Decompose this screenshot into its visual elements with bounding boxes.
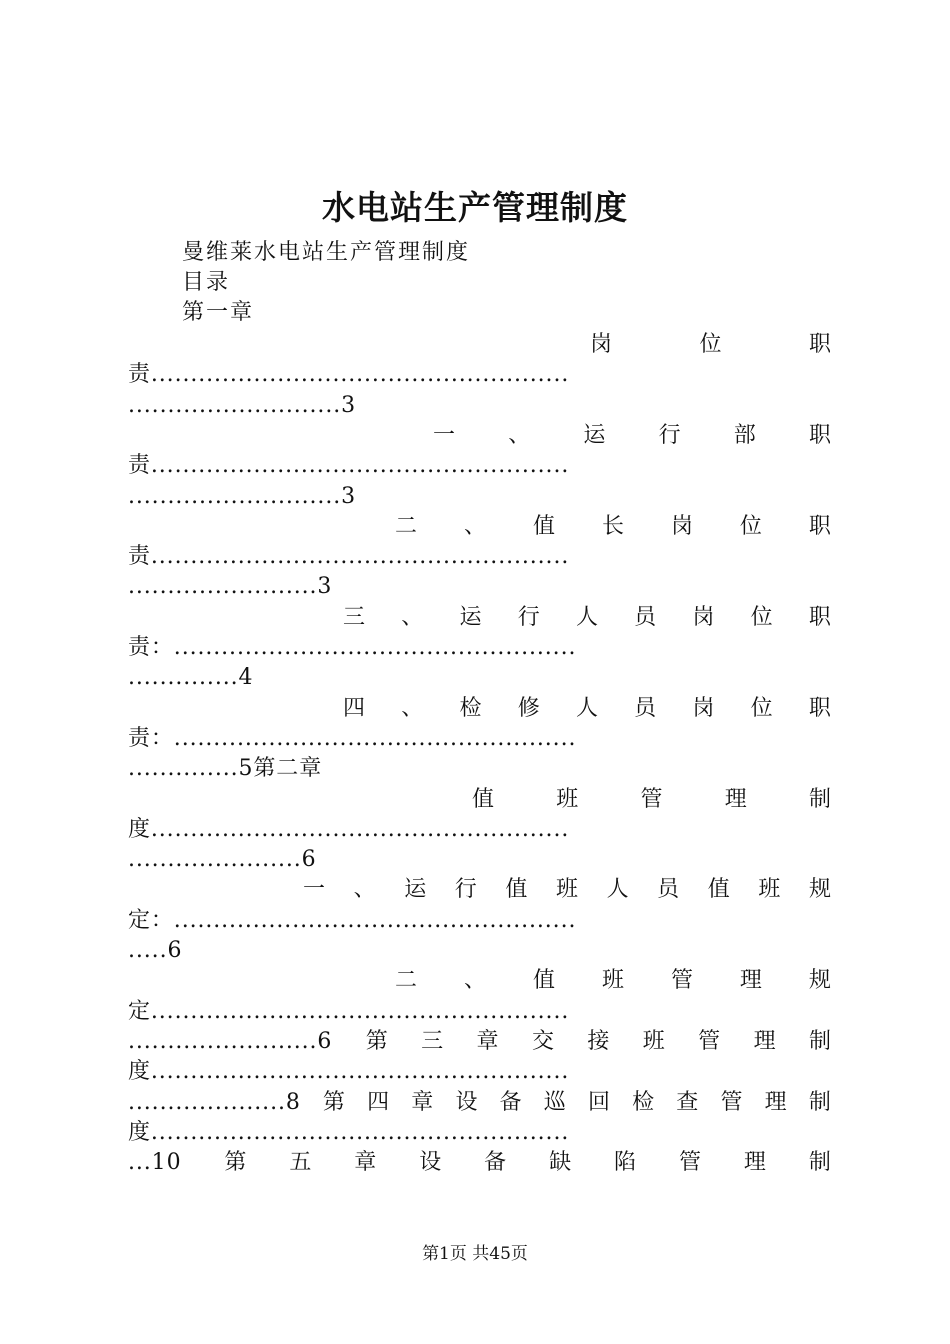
toc-row-segment: 规	[808, 968, 831, 994]
toc-row-segment: 班	[758, 877, 781, 903]
toc-row	[343, 603, 831, 633]
toc-row-segment: 职	[808, 513, 831, 539]
toc-heading: 目录	[182, 270, 231, 295]
toc-row-segment: 值	[505, 877, 528, 903]
toc-row-segment: 班	[601, 968, 624, 994]
toc-row-segment: 管	[678, 1150, 701, 1176]
toc-row-segment: 、	[463, 968, 486, 994]
toc-row	[343, 694, 831, 724]
toc-row: ......................6	[128, 847, 317, 873]
toc-row-segment: 第	[322, 1089, 345, 1115]
toc-row-segment: 第	[365, 1028, 388, 1054]
toc-row: ...........................3	[128, 392, 357, 418]
toc-row-segment: 陷	[614, 1150, 637, 1176]
toc-row: 度.....................................................	[128, 816, 570, 842]
toc-row-segment: 制	[808, 1028, 831, 1054]
toc-row-segment: 运	[404, 877, 427, 903]
toc-row-segment: 长	[601, 513, 624, 539]
toc-row: ........................3	[128, 574, 333, 600]
toc-row-segment: ....................8	[128, 1089, 301, 1115]
toc-row	[590, 330, 831, 360]
toc-row-segment: 、	[463, 513, 486, 539]
toc-row-segment: 职	[808, 332, 831, 357]
toc-row-segment: 五	[289, 1150, 312, 1176]
toc-row-segment: 三	[421, 1028, 444, 1054]
toc-row	[472, 785, 831, 815]
toc-row: ..............5第二章	[128, 756, 323, 782]
toc-row-segment: 班	[556, 786, 579, 812]
toc-row-segment: 第	[224, 1150, 247, 1176]
toc-row-segment: ........................6	[128, 1028, 333, 1054]
toc-row	[395, 966, 831, 996]
toc-row: 责：...................................................	[128, 635, 577, 660]
toc-row-segment: 职	[808, 604, 831, 630]
toc-row-segment: 一	[303, 877, 326, 903]
toc-row: ..............4	[128, 665, 254, 691]
toc-row-segment: 位	[739, 513, 762, 539]
toc-row-segment: 值	[707, 877, 730, 903]
toc-row-segment: 班	[555, 877, 578, 903]
toc-row-segment: 章	[476, 1028, 499, 1054]
toc-row-segment: 运	[459, 604, 482, 630]
toc-row-segment: 、	[401, 604, 424, 630]
toc-row-segment: 四	[367, 1089, 390, 1115]
toc-row-segment: 班	[642, 1028, 665, 1054]
toc-row-segment: 理	[753, 1028, 776, 1054]
toc-row-segment: 理	[764, 1089, 787, 1115]
toc-row-segment: 缺	[549, 1150, 572, 1176]
toc-row-segment: 人	[575, 695, 598, 721]
toc-row-segment: 值	[472, 786, 495, 812]
toc-row-segment: 部	[733, 422, 756, 448]
toc-row-segment: 检	[459, 695, 482, 721]
toc-row-segment: 回	[587, 1089, 610, 1115]
toc-row-segment: 制	[808, 1089, 831, 1115]
toc-row: 度.....................................................	[128, 1059, 570, 1085]
toc-row-segment: 位	[750, 695, 773, 721]
toc-row-segment: 管	[698, 1028, 721, 1054]
toc-row-segment: 管	[640, 786, 663, 812]
toc-row-segment: 制	[808, 786, 831, 812]
document-title: 水电站生产管理制度	[322, 188, 628, 227]
toc-row-segment: 岗	[692, 604, 715, 630]
toc-row-segment: 章	[411, 1089, 434, 1115]
toc-row-segment: 章	[354, 1150, 377, 1176]
toc-row-segment: 二	[395, 513, 418, 539]
toc-row: 责：...................................................	[128, 725, 577, 751]
toc-row: 责.....................................................	[128, 362, 570, 388]
toc-row-segment: 位	[699, 332, 722, 357]
toc-row-segment: 三	[343, 604, 366, 630]
toc-row-segment: 人	[575, 604, 598, 630]
toc-row-segment: 备	[484, 1150, 507, 1176]
toc-row-segment: 员	[634, 695, 657, 721]
toc-row-segment: 、	[353, 877, 376, 903]
toc-row-segment: 设	[455, 1089, 478, 1115]
document-subtitle: 曼维莱水电站生产管理制度	[182, 240, 471, 265]
toc-row: 定：...................................................	[128, 907, 577, 933]
toc-row-segment: 、	[508, 422, 531, 448]
toc-row-segment: 行	[658, 422, 681, 448]
toc-row-segment: 、	[401, 695, 424, 721]
toc-row: 责.....................................................	[128, 453, 570, 479]
toc-row	[128, 1148, 831, 1178]
toc-row-segment: 接	[587, 1028, 610, 1054]
toc-row	[303, 875, 831, 905]
toc-row-segment: 理	[739, 968, 762, 994]
toc-row-segment: 修	[517, 695, 540, 721]
toc-row-segment: 理	[724, 786, 747, 812]
toc-row	[128, 1027, 831, 1057]
toc-row-segment: 职	[808, 422, 831, 448]
toc-row-segment: 岗	[590, 332, 613, 357]
toc-row-segment: 职	[808, 695, 831, 721]
toc-row: 定.....................................................	[128, 998, 570, 1024]
toc-row	[395, 512, 831, 542]
toc-row-segment: 岗	[670, 513, 693, 539]
toc-row-segment: 值	[532, 513, 555, 539]
page-footer: 第1页 共45页	[422, 1244, 528, 1264]
toc-row-segment: 理	[743, 1150, 766, 1176]
toc-row-segment: 设	[419, 1150, 442, 1176]
toc-row: 责.....................................................	[128, 544, 570, 570]
chapter-1-label: 第一章	[182, 300, 255, 325]
toc-row: .....6	[128, 938, 183, 963]
toc-row: 度.....................................................	[128, 1119, 570, 1145]
toc-row-segment: 行	[517, 604, 540, 630]
toc-row-segment: 查	[676, 1089, 699, 1115]
toc-row-segment: 规	[808, 877, 831, 903]
toc-row-segment: 一	[433, 422, 456, 448]
toc-row-segment: 员	[657, 877, 680, 903]
toc-row-segment: 员	[634, 604, 657, 630]
toc-row-segment: 二	[395, 968, 418, 994]
toc-row-segment: 交	[531, 1028, 554, 1054]
toc-row-segment: 位	[750, 604, 773, 630]
toc-row-segment: 人	[606, 877, 629, 903]
toc-row	[433, 421, 831, 451]
toc-row-segment: 运	[583, 422, 606, 448]
toc-row-segment: ...10	[128, 1150, 182, 1176]
toc-row-segment: 四	[343, 695, 366, 721]
toc-row-segment: 管	[720, 1089, 743, 1115]
toc-row-segment: 制	[808, 1150, 831, 1176]
toc-row: ...........................3	[128, 483, 357, 509]
toc-row-segment: 值	[532, 968, 555, 994]
toc-row-segment: 备	[499, 1089, 522, 1115]
toc-row-segment: 行	[454, 877, 477, 903]
toc-row-segment: 管	[670, 968, 693, 994]
toc-row	[128, 1088, 831, 1118]
toc-row-segment: 检	[632, 1089, 655, 1115]
toc-row-segment: 巡	[543, 1089, 566, 1115]
toc-row-segment: 岗	[692, 695, 715, 721]
